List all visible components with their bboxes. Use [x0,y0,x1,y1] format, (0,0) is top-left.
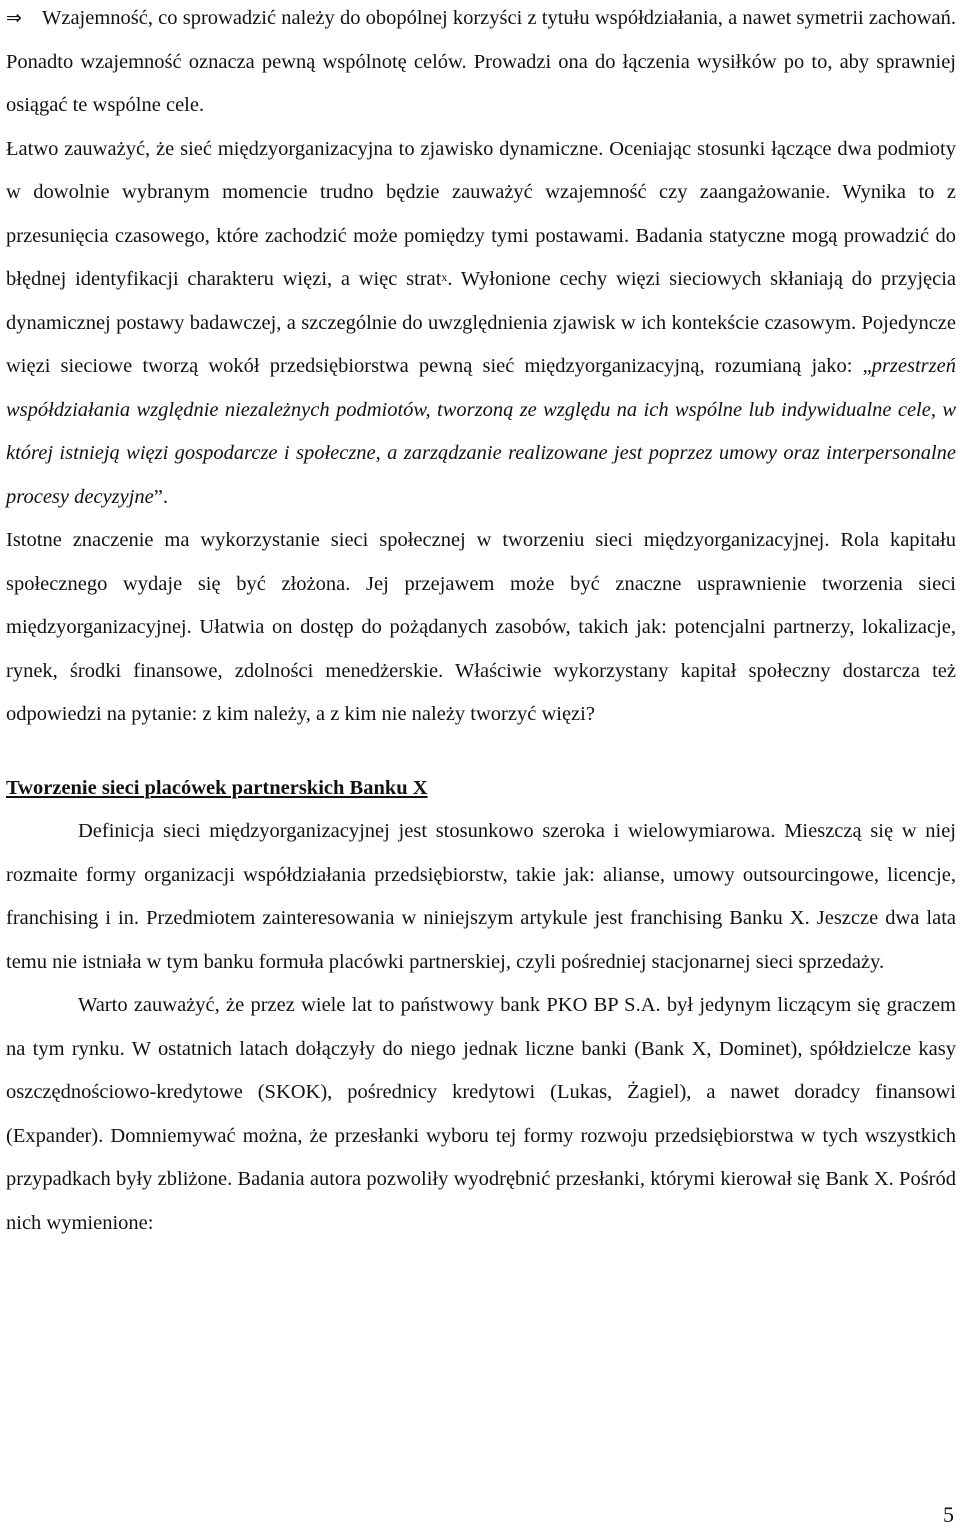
paragraph-market: Warto zauważyć, że przez wiele lat to państwowy bank PKO BP S.A. był jedynym liczącym się graczem na tym rynku. W ostatnich latach dołączyły do niego jednak liczne banki (Bank X, Dominet), spółdzielcze kasy oszczędnościowo-kredytowe (SKOK), pośrednicy kredytowi (Lukas, Żagiel), a nawet doradcy finansowi (Expander). Domniemywać można, że przesłanki wyboru tej formy rozwoju przedsiębiorstwa w tych wszystkich przypadkach były zbliżone. Badania autora pozwoliły wyodrębnić przesłanki, którymi kierował się Bank X. Pośród nich wymienione: [6,994,956,1234]
paragraph-dynamics [6,128,956,520]
document-page [6,0,956,1245]
footnote-marker: x [441,270,448,284]
paragraph-dynamics-text-a: Łatwo zauważyć, że sieć międzyorganizacyjna to zjawisko dynamiczne. Oceniając stosunki łączące dwa podmioty w dowolnie wybranym momencie trudno będzie zauważyć wzajemność czy zaangażowanie. Wynika to z przesunięcia czasowego, które zachodzić może pomiędzy tymi postawami. Badania statyczne mogą prowadzić do błędnej identyfikacji charakteru więzi, a więc strat [6,137,956,290]
section-heading: Tworzenie sieci placówek partnerskich Banku X [6,776,428,799]
paragraph-dynamics-text-b: . Wyłonione cechy więzi sieciowych skłaniają do przyjęcia dynamicznej postawy badawczej, a szczególnie do uwzględnienia zjawisk w ich kontekście czasowym. Pojedyncze więzi sieciowe tworzą wokół przedsiębiorstwa pewną sieć międzyorganizacyjną, rozumianą jako: [6,268,957,377]
bullet-text: Wzajemność, co sprowadzić należy do obopólnej korzyści z tytułu współdziałania, a nawet symetrii zachowań. Ponadto wzajemność oznacza pewną wspólnotę celów. Prowadzi ona do łączenia wysiłków po to, aby sprawniej osiągać te wspólne cele. [6,7,956,116]
paragraph-definition: Definicja sieci międzyorganizacyjnej jest stosunkowo szeroka i wielowymiarowa. Mieszczą się w niej rozmaite formy organizacji współdziałania przedsiębiorstw, takie jak: alianse, umowy outsourcingowe, licencje, franchising i in. Przedmiotem zainteresowania w niniejszym artykule jest franchising Banku X. Jeszcze dwa lata temu nie istniała w tym banku formuła placówki partnerskiej, czyli pośredniej stacjonarnej sieci sprzedaży. [6,820,956,973]
quote-close: ”. [153,485,169,508]
definition-quote: przestrzeń współdziałania względnie niezależnych podmiotów, tworzoną ze względu na ich wspólne lub indywidualne cele, w której istnieją więzi gospodarcze i społeczne, a zarządzanie realizowane jest poprzez umowy oraz interpersonalne procesy decyzyjne [6,355,956,508]
bullet-paragraph [6,0,956,128]
right-arrow-icon: ⇒ [6,7,22,29]
quote-open: „ [862,355,872,377]
paragraph-social-capital: Istotne znaczenie ma wykorzystanie sieci społecznej w tworzeniu sieci międzyorganizacyjnej. Rola kapitału społecznego wydaje się być złożona. Jej przejawem może być znaczne usprawnienie tworzenia sieci międzyorganizacyjnej. Ułatwia on dostęp do pożądanych zasobów, takich jak: potencjalni partnerzy, lokalizacje, rynek, środki finansowe, zdolności menedżerskie. Właściwie wykorzystany kapitał społeczny dostarcza też odpowiedzi na pytanie: z kim należy, a z kim nie należy tworzyć więzi? [6,529,956,725]
page-number: 5 [943,1502,954,1527]
